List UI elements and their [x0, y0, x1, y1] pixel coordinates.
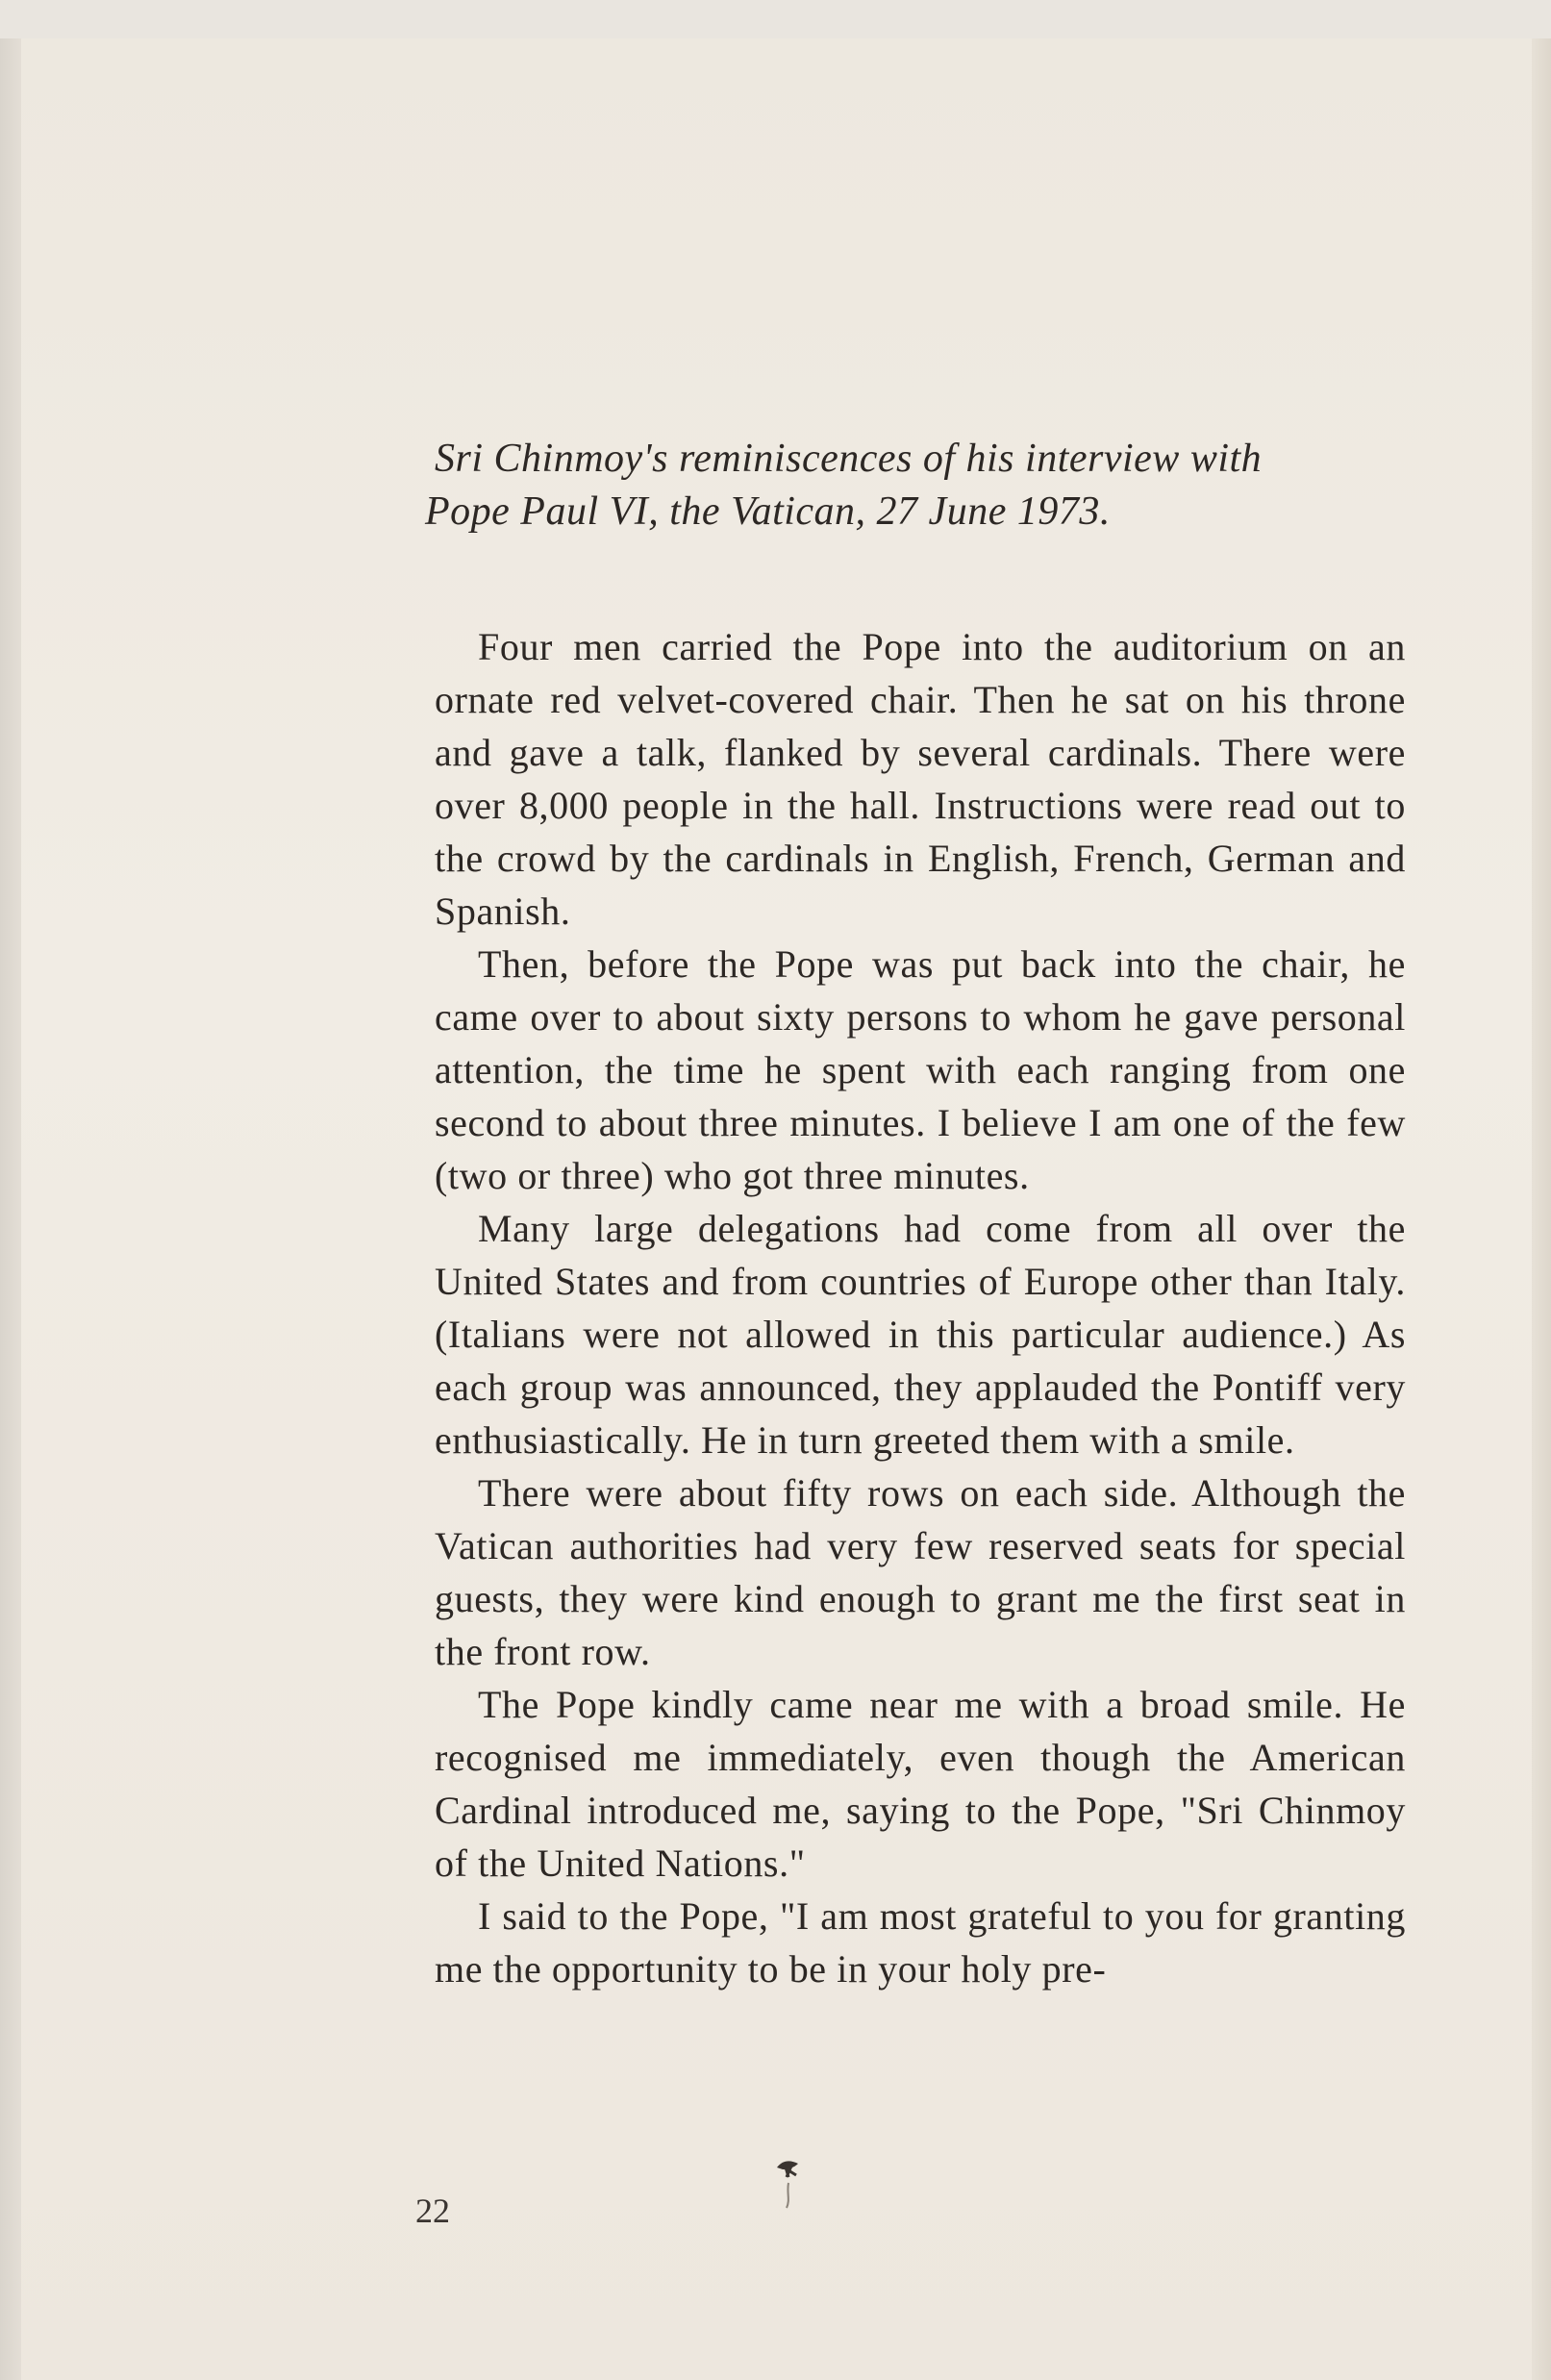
flourish-icon: [769, 2154, 808, 2212]
paragraph-6: I said to the Pope, "I am most grateful to you for granting me the opportunity to be in your holy pre-: [435, 1894, 1406, 1991]
page-text-block: [425, 433, 1406, 1995]
heading-line-1: Sri Chinmoy's reminiscences of his interview with: [435, 437, 1263, 481]
chapter-heading: [425, 433, 1406, 539]
page-number: 22: [415, 2192, 450, 2230]
heading-line-2: Pope Paul VI, the Vatican, 27 June 1973.: [425, 489, 1111, 534]
paragraph-1: Four men carried the Pope into the auditorium on an ornate red velvet-covered chair. Then he sat on his throne and gave a talk, flanked by several cardinals. There were over 8,000 people in the hall. Instructions were read out to the crowd by the cardinals in English, French, German and Spanish.: [435, 625, 1406, 933]
paragraph-3: Many large delegations had come from all over the United States and from countries of Europe other than Italy. (Italians were not allowed in this particular audience.) As each group was announced, they applauded the Pontiff very enthusiastically. He in turn greeted them with a smile.: [435, 1207, 1406, 1462]
scan-top-edge: [0, 0, 1551, 38]
paragraph-2: Then, before the Pope was put back into the chair, he came over to about sixty persons to whom he gave personal attention, the time he spent with each ranging from one second to about three minutes. I believe I am one of the few (two or three) who got three minutes.: [435, 942, 1406, 1197]
paragraph-5: The Pope kindly came near me with a broad smile. He recognised me immediately, even though the American Cardinal introduced me, saying to the Pope, "Sri Chinmoy of the United Nations.": [435, 1683, 1406, 1885]
paragraph-4: There were about fifty rows on each side. Although the Vatican authorities had very few reserved seats for special guests, they were kind enough to grant me the first seat in the front row.: [435, 1471, 1406, 1673]
page-right-edge: [1532, 38, 1551, 2380]
